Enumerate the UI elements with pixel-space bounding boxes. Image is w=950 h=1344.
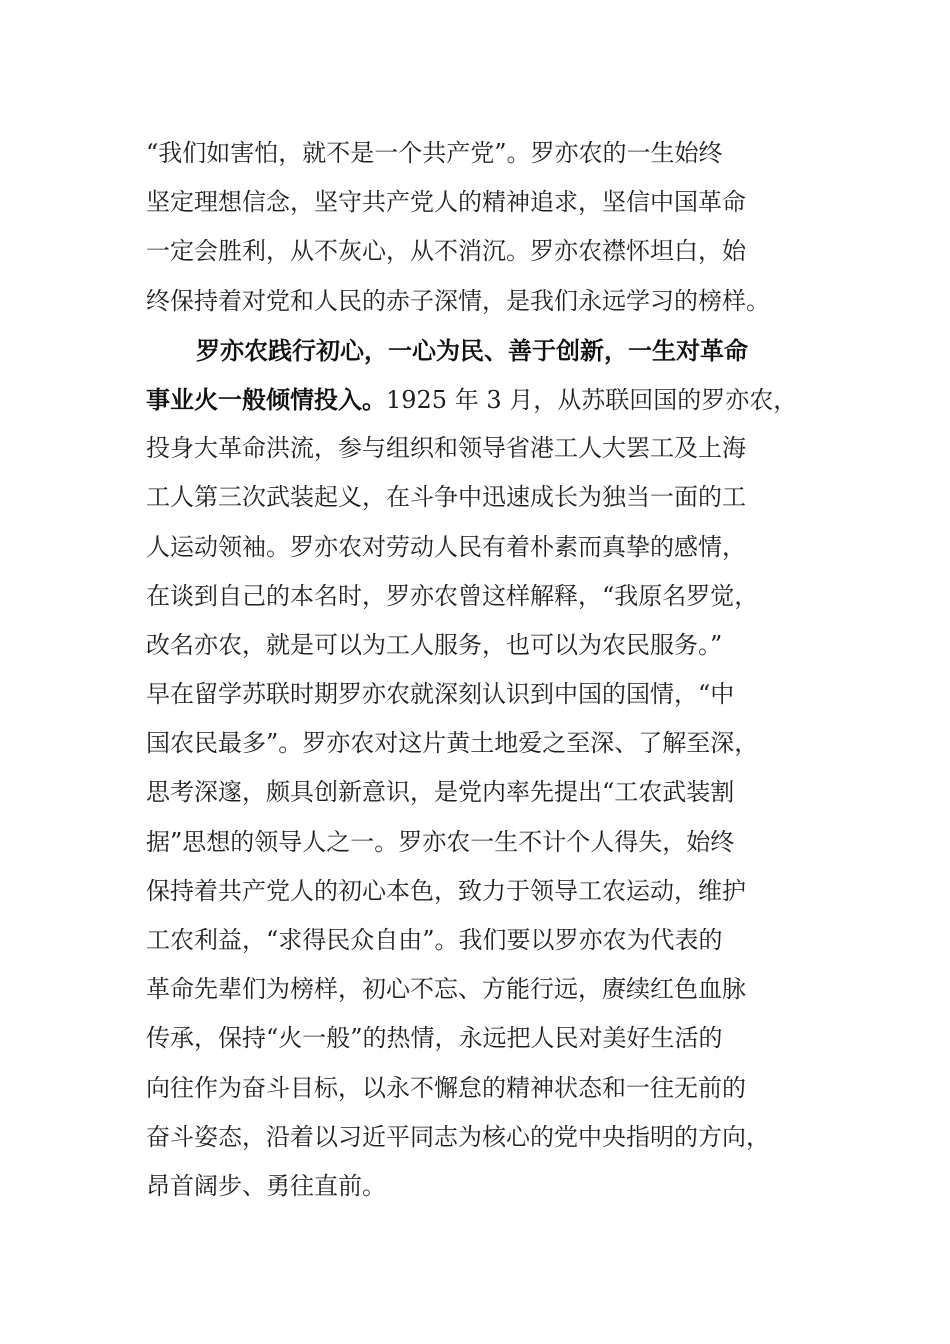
paragraph-2-line-14: 革命先辈们为榜样，初心不忘、方能行远，赓续红色血脉: [146, 975, 746, 1004]
paragraph-2-line-5: 人运动领袖。罗亦农对劳动人民有着朴素而真挚的感情，: [146, 532, 746, 561]
paragraph-2-line-9: 国农民最多”。罗亦农对这片黄土地爱之至深、了解至深，: [146, 729, 759, 758]
paragraph-2-heading-line: [146, 326, 806, 375]
paragraph-2-line-18: 昂首阔步、勇往直前。: [146, 1171, 386, 1200]
paragraph-2-line-7: 改名亦农，就是可以为工人服务，也可以为农民服务。”: [146, 630, 723, 659]
document-body: [146, 129, 806, 1211]
paragraph-2-line-16: 向往作为奋斗目标，以永不懈怠的精神状态和一往无前的: [146, 1073, 746, 1102]
paragraph-2-line-3: 投身大革命洪流，参与组织和领导省港工人大罢工及上海: [146, 434, 746, 463]
paragraph-2-line-2-text: 1925 年 3 月，从苏联回国的罗亦农，: [386, 385, 798, 414]
paragraph-2-line-10: 思考深邃，颇具创新意识，是党内率先提出“工农武装割: [146, 778, 735, 807]
paragraph-2-line-17: 奋斗姿态，沿着以习近平同志为核心的党中央指明的方向，: [146, 1122, 770, 1151]
paragraph-2-line-6: 在谈到自己的本名时，罗亦农曾这样解释，“我原名罗觉，: [146, 581, 759, 610]
paragraph-2-lead-bold-end: 事业火一般倾情投入。: [146, 384, 386, 414]
paragraph-2-line-15: 传承，保持“火一般”的热情，永远把人民对美好生活的: [146, 1024, 723, 1053]
paragraph-2-line-8: 早在留学苏联时期罗亦农就深刻认识到中国的国情，“中: [146, 680, 735, 709]
paragraph-2-line-12: 保持着共产党人的初心本色，致力于领导工农运动，维护: [146, 876, 746, 905]
paragraph-1-line-3: 一定会胜利，从不灰心，从不消沉。罗亦农襟怀坦白，始: [146, 237, 746, 266]
paragraph-2-line-2: [146, 375, 806, 424]
paragraph-1-line-1: “我们如害怕，就不是一个共产党”。罗亦农的一生始终: [146, 139, 723, 167]
paragraph-2-lead-bold: 罗亦农践行初心，一心为民、善于创新，一生对革命: [196, 335, 748, 365]
paragraph-2-line-13: 工农利益，“求得民众自由”。我们要以罗亦农为代表的: [146, 926, 723, 954]
paragraph-1-line-2: 坚定理想信念，坚守共产党人的精神追求，坚信中国革命: [146, 188, 746, 217]
paragraph-2-line-4: 工人第三次武装起义，在斗争中迅速成长为独当一面的工: [146, 483, 746, 512]
paragraph-2-line-11: 据”思想的领导人之一。罗亦农一生不计个人得失，始终: [146, 827, 735, 856]
paragraph-1-line-4: 终保持着对党和人民的赤子深情，是我们永远学习的榜样。: [146, 286, 770, 315]
